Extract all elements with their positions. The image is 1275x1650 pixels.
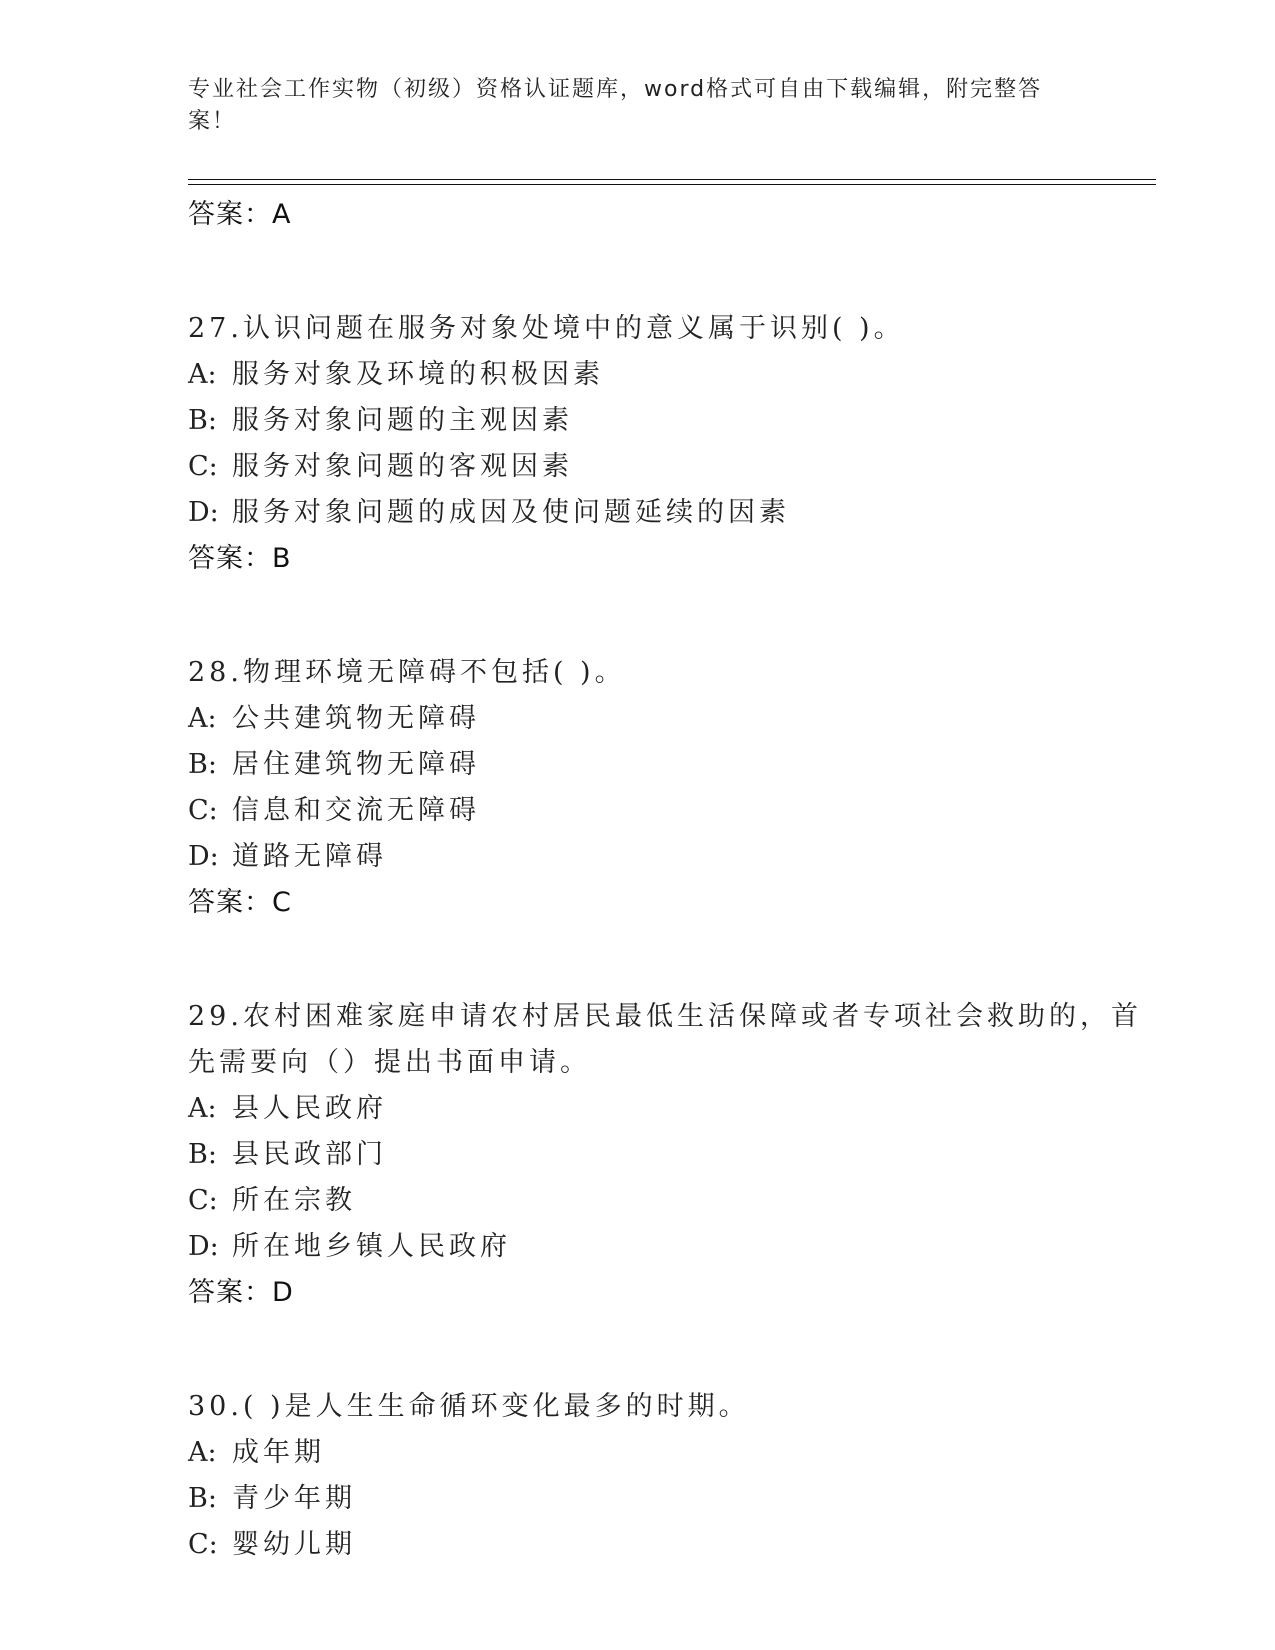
option-key: B: <box>188 1483 217 1514</box>
spacer <box>188 582 1148 650</box>
spacer <box>188 926 1148 994</box>
question-title: 30.( )是人生生命循环变化最多的时期。 <box>188 1391 750 1422</box>
option-key: C: <box>188 451 218 482</box>
header-line-1: 专业社会工作实物（初级）资格认证题库，word格式可自由下载编辑，附完整答 <box>188 77 1043 102</box>
question-title: 28.物理环境无障碍不包括( )。 <box>188 657 626 688</box>
document-header <box>188 74 1068 138</box>
option-c <box>188 1178 1148 1224</box>
option-text: 服务对象及环境的积极因素 <box>232 359 604 390</box>
question-title-line-1: 29.农村困难家庭申请农村居民最低生活保障或者专项社会救助的，首 <box>188 1001 1142 1032</box>
header-rule-top <box>188 179 1156 180</box>
answer-27: 答案：B <box>188 543 292 574</box>
option-text: 居住建筑物无障碍 <box>232 749 480 780</box>
option-text: 婴幼儿期 <box>232 1529 356 1560</box>
option-text: 公共建筑物无障碍 <box>232 703 480 734</box>
option-d <box>188 1224 1148 1270</box>
question-27 <box>188 306 1148 582</box>
option-text: 信息和交流无障碍 <box>232 795 480 826</box>
option-key: D: <box>188 1231 219 1262</box>
option-key: B: <box>188 405 217 436</box>
option-text: 服务对象问题的成因及使问题延续的因素 <box>232 497 790 528</box>
option-key: C: <box>188 795 218 826</box>
option-a <box>188 352 1148 398</box>
option-text: 所在地乡镇人民政府 <box>232 1231 511 1262</box>
option-key: D: <box>188 497 219 528</box>
header-line-2: 案！ <box>188 109 237 134</box>
option-key: A: <box>188 1093 217 1124</box>
option-c <box>188 444 1148 490</box>
option-b <box>188 1132 1148 1178</box>
option-a <box>188 1086 1148 1132</box>
option-key: B: <box>188 749 217 780</box>
option-d <box>188 490 1148 536</box>
option-text: 服务对象问题的客观因素 <box>232 451 573 482</box>
option-text: 县民政部门 <box>232 1139 387 1170</box>
option-a <box>188 696 1148 742</box>
option-c <box>188 788 1148 834</box>
option-key: C: <box>188 1529 218 1560</box>
question-title: 27.认识问题在服务对象处境中的意义属于识别( )。 <box>188 313 905 344</box>
answer-28: 答案：C <box>188 887 292 918</box>
option-key: A: <box>188 359 217 390</box>
question-28 <box>188 650 1148 926</box>
question-30 <box>188 1384 1148 1568</box>
option-key: B: <box>188 1139 217 1170</box>
option-b <box>188 742 1148 788</box>
option-d <box>188 834 1148 880</box>
question-list <box>188 192 1148 1568</box>
spacer <box>188 1316 1148 1384</box>
option-text: 县人民政府 <box>232 1093 387 1124</box>
option-a <box>188 1430 1148 1476</box>
answer-previous: 答案：A <box>188 199 292 230</box>
question-29 <box>188 994 1148 1316</box>
option-key: D: <box>188 841 219 872</box>
answer-29: 答案：D <box>188 1277 294 1308</box>
option-key: C: <box>188 1185 218 1216</box>
option-text: 服务对象问题的主观因素 <box>232 405 573 436</box>
option-text: 所在宗教 <box>232 1185 356 1216</box>
option-b <box>188 398 1148 444</box>
option-text: 成年期 <box>232 1437 325 1468</box>
spacer <box>188 238 1148 306</box>
option-text: 青少年期 <box>232 1483 356 1514</box>
option-text: 道路无障碍 <box>232 841 387 872</box>
option-c <box>188 1522 1148 1568</box>
option-b <box>188 1476 1148 1522</box>
option-key: A: <box>188 1437 217 1468</box>
header-rule-bottom <box>188 184 1156 185</box>
option-key: A: <box>188 703 217 734</box>
question-title-line-2: 先需要向（）提出书面申请。 <box>188 1047 591 1078</box>
